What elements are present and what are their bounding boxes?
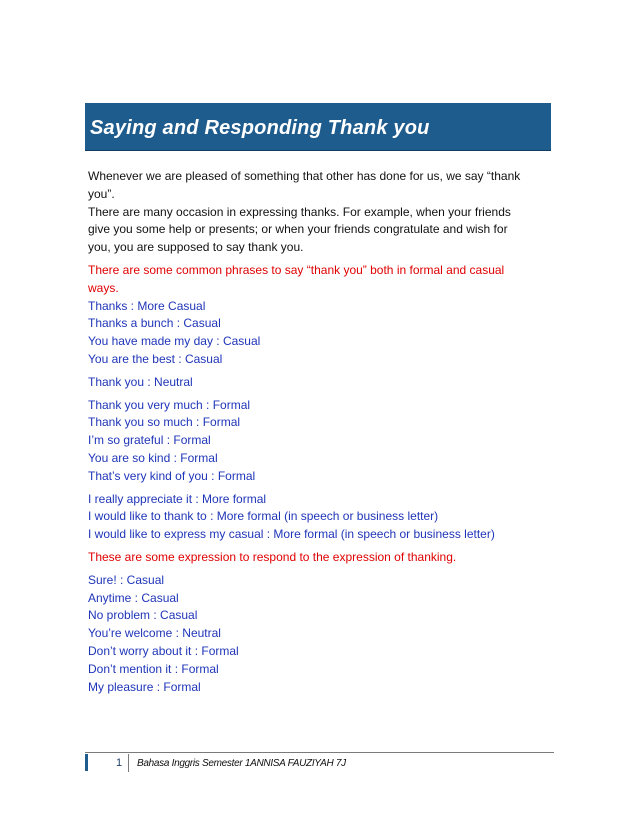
response-item: You’re welcome : Neutral bbox=[88, 626, 221, 641]
footer-separator bbox=[128, 754, 129, 772]
phrase-item: I’m so grateful : Formal bbox=[88, 433, 211, 448]
intro-line: give you some help or presents; or when your friends congratulate and wish for bbox=[88, 222, 508, 237]
phrase-item: You have made my day : Casual bbox=[88, 334, 261, 349]
phrases-heading-line: There are some common phrases to say “thank you” both in formal and casual bbox=[88, 262, 505, 277]
page-title: Saying and Responding Thank you bbox=[90, 117, 430, 139]
phrase-item: Thank you : Neutral bbox=[88, 374, 193, 389]
intro-line: you, you are supposed to say thank you. bbox=[88, 240, 304, 255]
response-item: Anytime : Casual bbox=[88, 590, 179, 605]
phrase-item: You are the best : Casual bbox=[88, 351, 223, 366]
response-item: Sure! : Casual bbox=[88, 572, 165, 587]
phrase-item: Thank you very much : Formal bbox=[88, 397, 251, 412]
footer-divider bbox=[85, 752, 554, 753]
phrase-item: I really appreciate it : More formal bbox=[88, 491, 267, 506]
phrase-item: I would like to express my casual : More formal (in speech or business letter) bbox=[88, 527, 495, 542]
intro-line: Whenever we are pleased of something that other has done for us, we say “thank bbox=[88, 169, 521, 183]
responses-heading-line: These are some expression to respond to the expression of thanking. bbox=[88, 549, 457, 564]
response-item: No problem : Casual bbox=[88, 608, 198, 623]
title-banner bbox=[85, 103, 551, 151]
response-list bbox=[88, 572, 558, 697]
intro-paragraph bbox=[88, 168, 558, 257]
response-item: Don’t mention it : Formal bbox=[88, 661, 219, 676]
phrase-item: That’s very kind of you : Formal bbox=[88, 468, 256, 483]
casual-phrase-list bbox=[88, 298, 558, 369]
phrase-item: Thank you so much : Formal bbox=[88, 415, 241, 430]
page-number: 1 bbox=[116, 757, 123, 769]
phrase-item: You are so kind : Formal bbox=[88, 450, 218, 465]
responses-heading bbox=[88, 549, 558, 567]
intro-line: There are many occasion in expressing thanks. For example, when your friends bbox=[88, 204, 511, 219]
intro-line: you”. bbox=[88, 186, 115, 201]
document-body bbox=[88, 168, 558, 696]
phrase-item: I would like to thank to : More formal (in speech or business letter) bbox=[88, 509, 439, 524]
response-item: Don’t worry about it : Formal bbox=[88, 643, 239, 658]
phrase-item: Thanks a bunch : Casual bbox=[88, 316, 221, 331]
more-formal-phrase-list bbox=[88, 491, 558, 544]
phrases-heading bbox=[88, 262, 558, 298]
formal-phrase-list bbox=[88, 397, 558, 486]
footer-text: Bahasa Inggris Semester 1ANNISA FAUZIYAH 7J bbox=[137, 758, 346, 769]
footer-accent bbox=[85, 754, 88, 771]
neutral-phrase-list bbox=[88, 374, 558, 392]
phrases-heading-line: ways. bbox=[88, 280, 119, 295]
response-item: My pleasure : Formal bbox=[88, 679, 201, 694]
phrase-item: Thanks : More Casual bbox=[88, 298, 206, 313]
